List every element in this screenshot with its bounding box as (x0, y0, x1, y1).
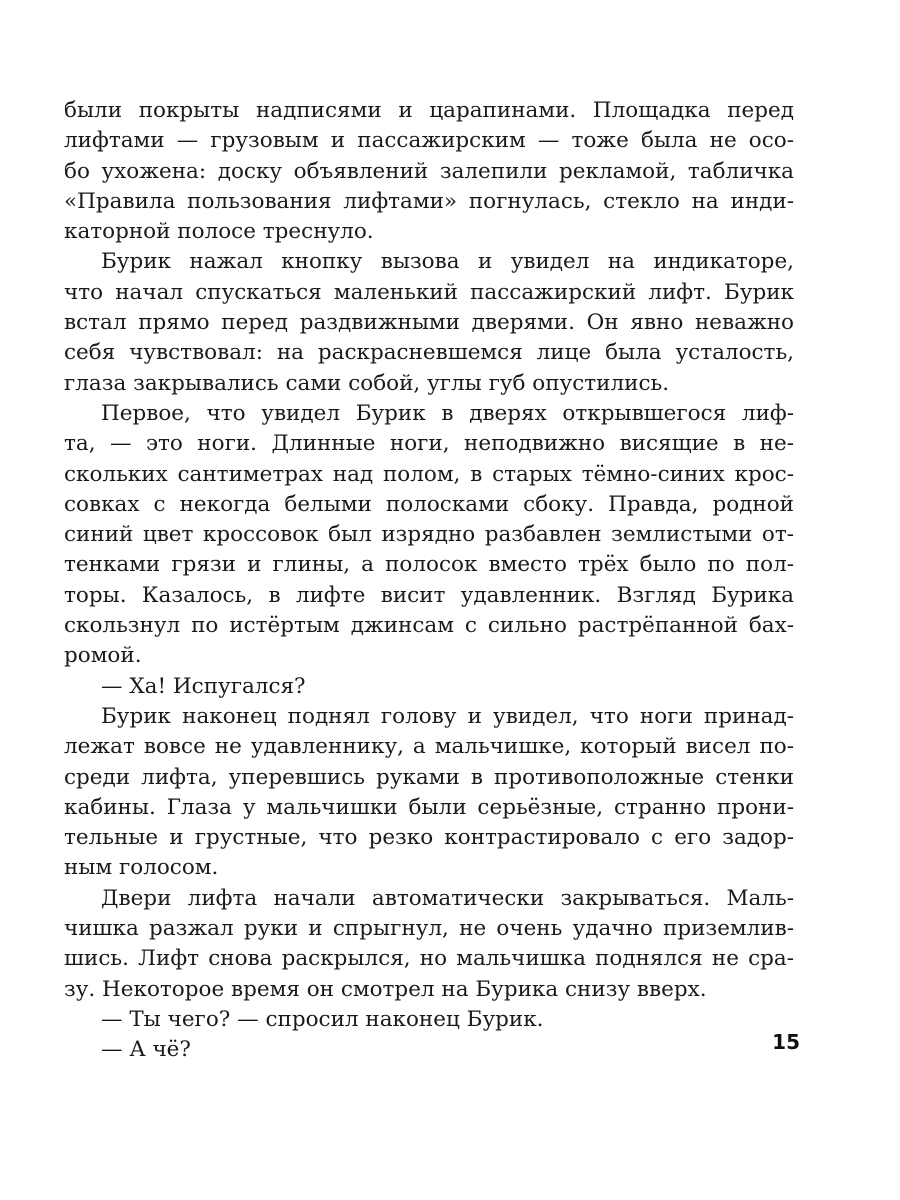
text-line: лежат вовсе не удавленнику, а мальчишке, который висел по- (64, 734, 794, 760)
text-line: — Ха! Испугался? (101, 673, 306, 699)
text-line: каторной полосе треснуло. (64, 219, 374, 245)
text-line: были покрыты надписями и царапинами. Площадка перед (64, 98, 794, 123)
text-line: — Ты чего? — спросил наконец Бурик. (101, 1006, 544, 1032)
text-line: тельные и грустные, что резко контрастировало с его задор- (64, 825, 794, 851)
text-line: синий цвет кроссовок был изрядно разбавлен землистыми от- (64, 522, 794, 548)
text-line: скользнул по истёртым джинсам с сильно растрёпанной бах- (64, 613, 794, 639)
text-line: себя чувствовал: на раскрасневшемся лице была усталость, (64, 340, 794, 366)
text-line: зу. Некоторое время он смотрел на Бурика снизу вверх. (64, 976, 707, 1002)
text-line: ным голосом. (64, 855, 219, 881)
text-line: среди лифта, уперевшись руками в противоположные стенки (64, 764, 794, 790)
text-line: бо ухожена: доску объявлений залепили рекламой, табличка (64, 158, 794, 184)
text-line: Бурик наконец поднял голову и увидел, что ноги принад- (101, 703, 794, 729)
text-line: Бурик нажал кнопку вызова и увидел на индикаторе, (101, 249, 794, 275)
text-line: глаза закрывались сами собой, углы губ опустились. (64, 370, 670, 396)
text-line: — А чё? (101, 1037, 191, 1063)
text-line: чишка разжал руки и спрыгнул, не очень удачно приземлив- (64, 916, 794, 942)
text-line: Двери лифта начали автоматически закрываться. Маль- (101, 885, 794, 911)
text-line: «Правила пользования лифтами» погнулась, стекло на инди- (64, 188, 794, 214)
page-number: 15 (772, 1030, 800, 1054)
text-line: совках с некогда белыми полосками сбоку. Правда, родной (64, 491, 794, 517)
text-line: ромой. (64, 643, 142, 669)
text-line: торы. Казалось, в лифте висит удавленник. Взгляд Бурика (64, 582, 794, 608)
text-line: встал прямо перед раздвижными дверями. Он явно неважно (64, 310, 794, 336)
text-line: кабины. Глаза у мальчишки были серьёзные, странно прони- (64, 794, 794, 820)
body-text (64, 96, 794, 1066)
text-line: Первое, что увидел Бурик в дверях открывшегося лиф- (101, 400, 794, 426)
text-line: скольких сантиметрах над полом, в старых тёмно-синих крос- (64, 461, 794, 487)
text-line: шись. Лифт снова раскрылся, но мальчишка поднялся не сра- (64, 946, 794, 972)
text-line: та, — это ноги. Длинные ноги, неподвижно висящие в не- (64, 431, 794, 457)
text-line: лифтами — грузовым и пассажирским — тоже была не осо- (64, 128, 794, 154)
text-line: что начал спускаться маленький пассажирский лифт. Бурик (64, 279, 794, 305)
text-line: тенками грязи и глины, а полосок вместо трёх было по пол- (64, 552, 794, 578)
